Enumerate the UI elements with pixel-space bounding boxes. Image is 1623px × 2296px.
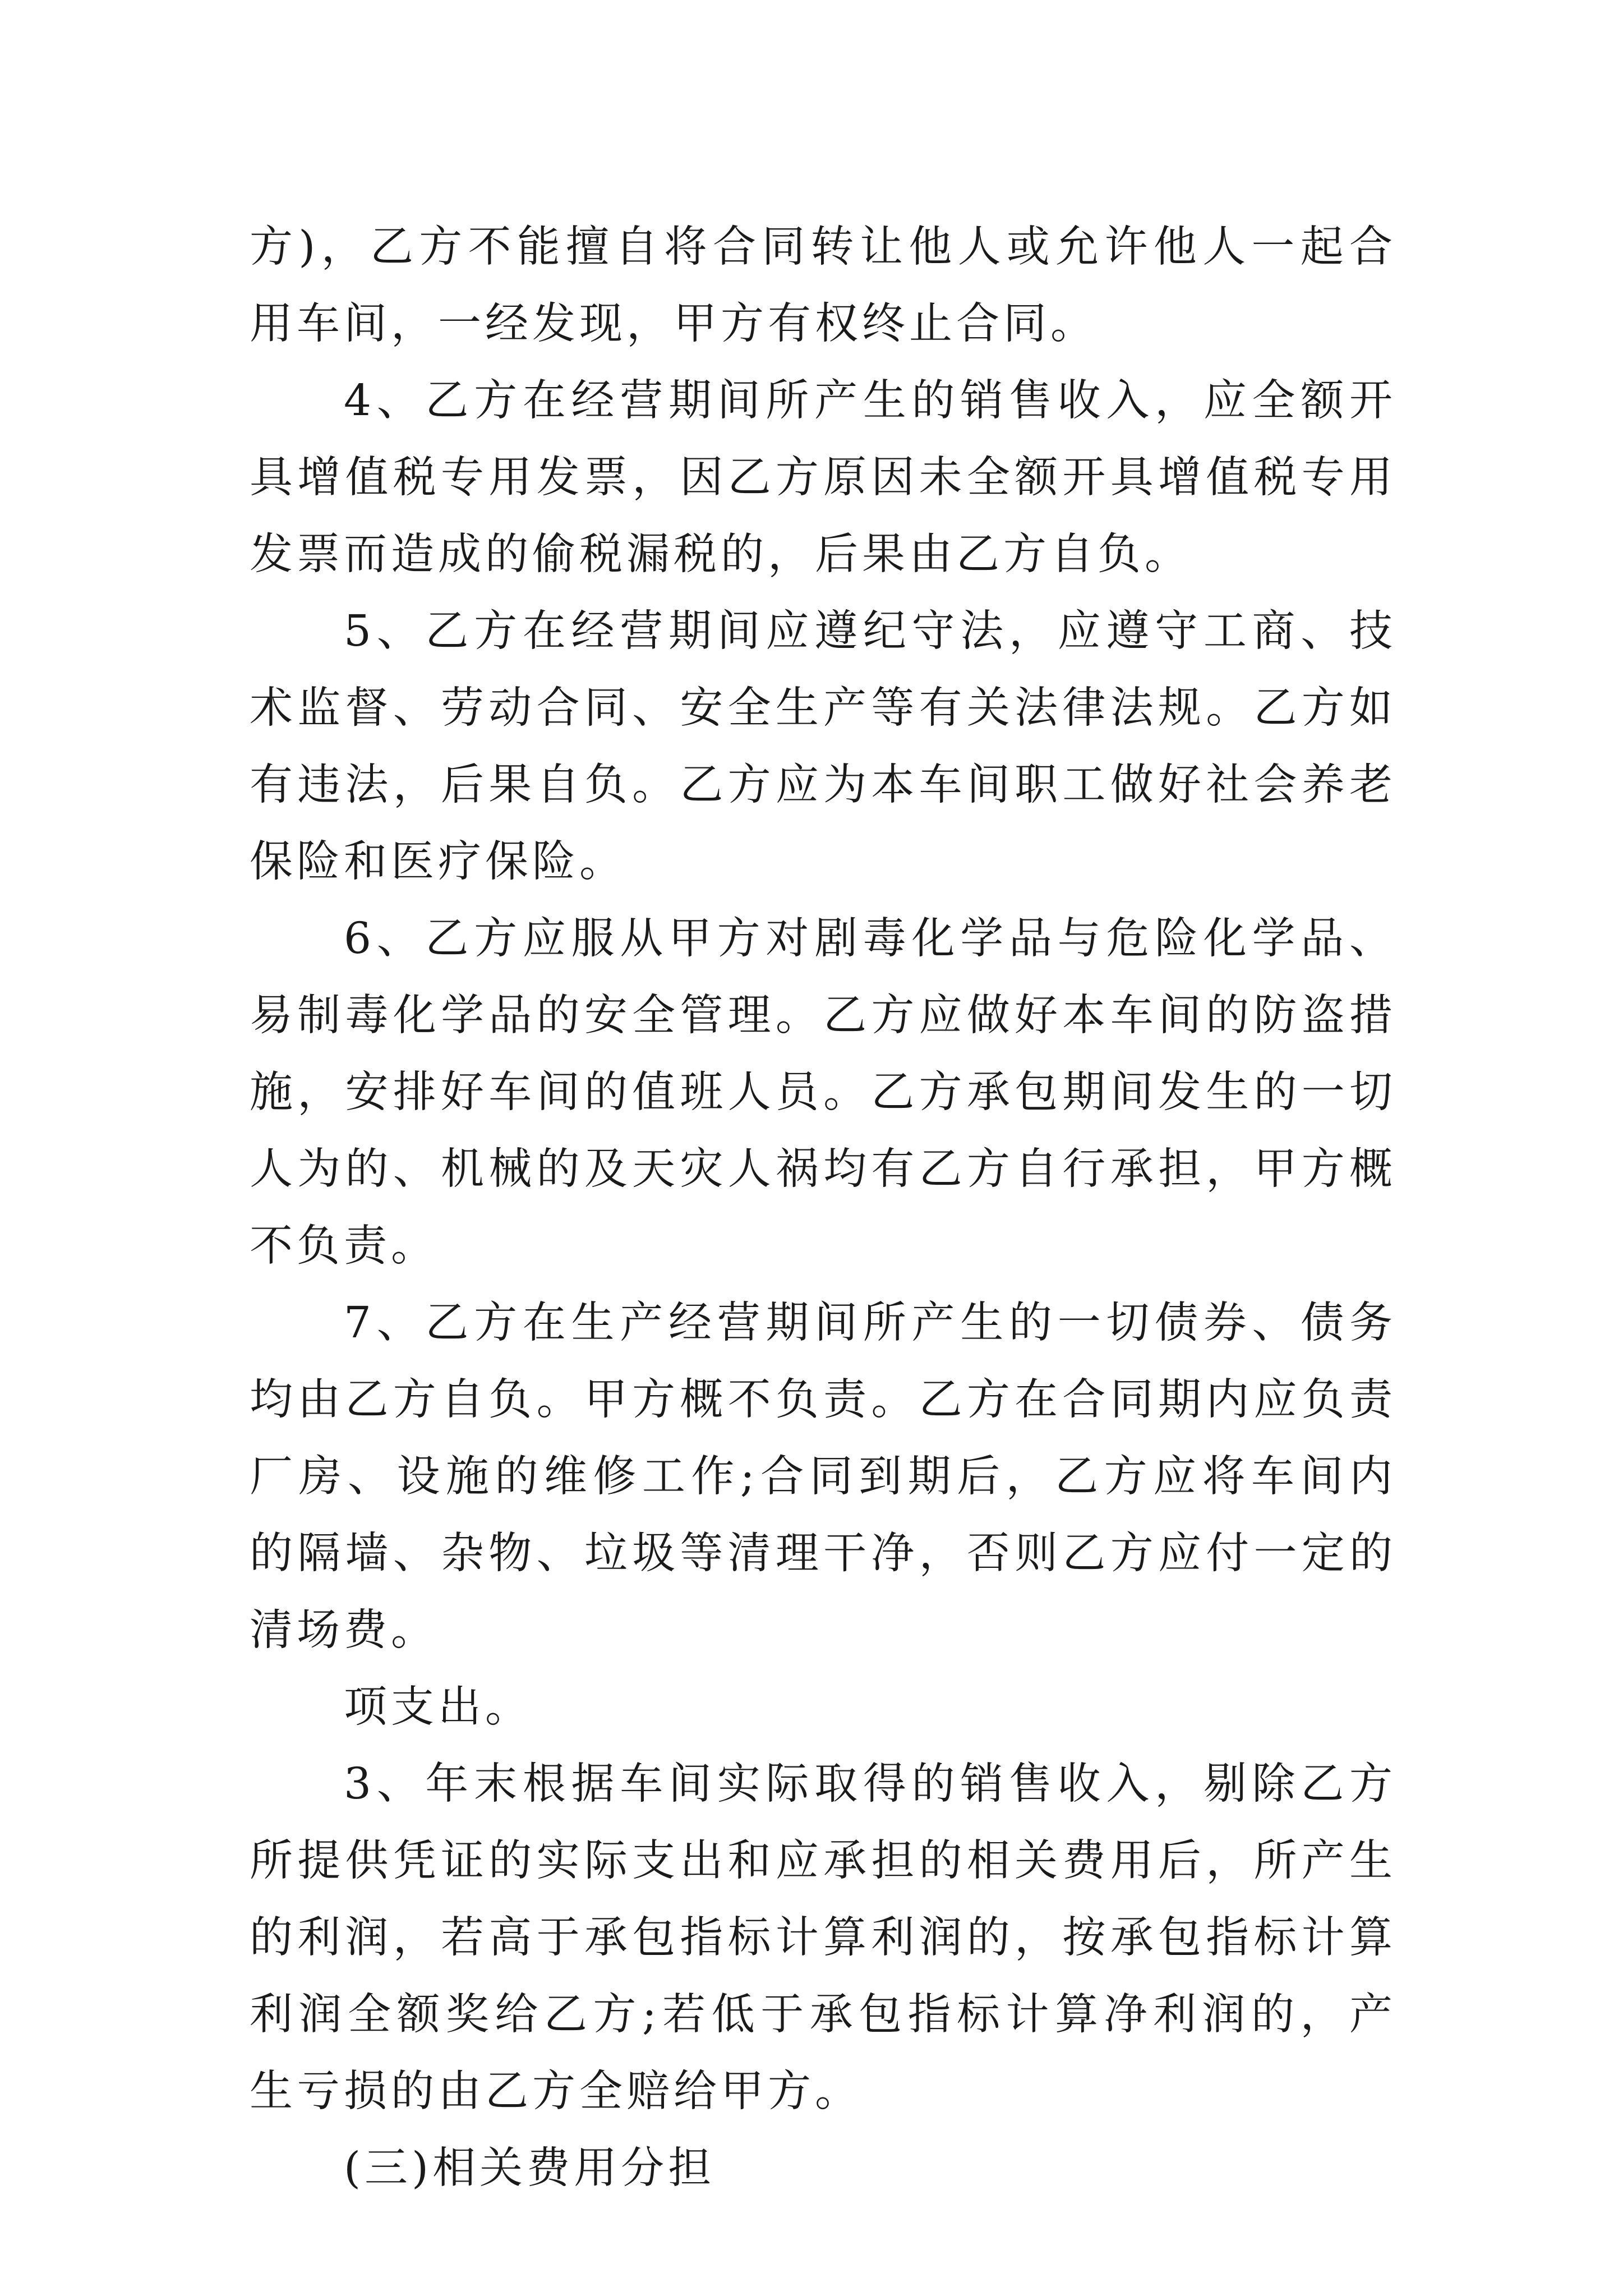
paragraph-clause-5: 5、乙方在经营期间应遵纪守法，应遵守工商、技术监督、劳动合同、安全生产等有关法律法规。乙方如有违法，后果自负。乙方应为本车间职工做好社会养老保险和医疗保险。 [250, 606, 1396, 887]
paragraph-clause-6: 6、乙方应服从甲方对剧毒化学品与危险化学品、易制毒化学品的安全管理。乙方应做好本车间的防盗措施，安排好车间的值班人员。乙方承包期间发生的一切人为的、机械的及天灾人祸均有乙方自行承担，甲方概不负责。 [250, 914, 1396, 1271]
paragraph-continuation: 方)，乙方不能擅自将合同转让他人或允许他人一起合用车间，一经发现，甲方有权终止合同。 [250, 222, 1396, 349]
paragraph-fragment: 项支出。 [344, 1682, 532, 1732]
section-heading: (三)相关费用分担 [344, 2143, 716, 2193]
document-body [250, 209, 1396, 2207]
paragraph-clause-3: 3、年末根据车间实际取得的销售收入，剔除乙方所提供凭证的实际支出和应承担的相关费用后，所产生的利润，若高于承包指标计算利润的，按承包指标计算利润全额奖给乙方;若低于承包指标计算净利润的，产生亏损的由乙方全赔给甲方。 [250, 1759, 1396, 2116]
paragraph-clause-7: 7、乙方在生产经营期间所产生的一切债券、债务均由乙方自负。甲方概不负责。乙方在合同期内应负责厂房、设施的维修工作;合同到期后，乙方应将车间内的隔墙、杂物、垃圾等清理干净，否则乙方应付一定的清场费。 [250, 1298, 1396, 1655]
paragraph-clause-4: 4、乙方在经营期间所产生的销售收入，应全额开具增值税专用发票，因乙方原因未全额开具增值税专用发票而造成的偷税漏税的，后果由乙方自负。 [250, 376, 1396, 579]
